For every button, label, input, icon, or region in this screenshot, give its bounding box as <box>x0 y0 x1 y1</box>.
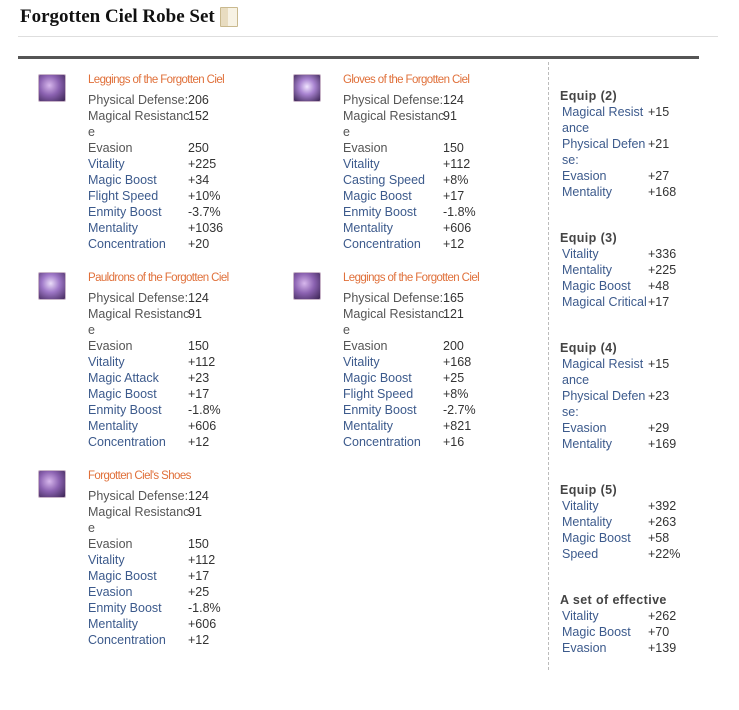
set-bonus-label: Physical Defen se: <box>562 389 646 419</box>
stat-row <box>88 322 221 338</box>
set-bonus-label: Evasion <box>562 421 607 435</box>
stat-label: Concentration <box>88 435 166 449</box>
stat-label: Concentration <box>88 237 166 251</box>
item-name-link[interactable]: Leggings of the Forgotten Ciel <box>343 272 480 284</box>
set-bonus-value: +27 <box>648 169 670 183</box>
stat-label: Flight Speed <box>343 387 414 401</box>
set-bonus-row <box>560 514 730 530</box>
stat-row <box>343 434 476 450</box>
stat-row <box>343 306 476 322</box>
stat-row <box>88 354 221 370</box>
stat-value: +606 <box>443 221 472 235</box>
set-bonus-block <box>560 482 730 562</box>
set-bonus-label: Evasion <box>562 169 607 183</box>
stat-row <box>88 402 221 418</box>
stat-value: +112 <box>188 355 216 369</box>
stat-label: Magic Boost <box>343 371 412 385</box>
stat-label: Mentality <box>88 617 139 631</box>
stat-value: +25 <box>443 371 465 385</box>
stat-row <box>343 418 476 434</box>
stat-row <box>88 632 221 648</box>
stat-label: Physical Defense: <box>343 291 444 305</box>
stat-label: Evasion <box>88 585 133 599</box>
stat-label: Vitality <box>88 355 125 369</box>
set-bonus-title: A set of effective <box>560 593 667 607</box>
set-bonus-value: +225 <box>648 263 677 277</box>
stat-row <box>88 236 223 252</box>
stat-value: +8% <box>443 387 469 401</box>
stat-row <box>88 434 221 450</box>
stat-label: e <box>343 323 350 337</box>
stat-label: Mentality <box>343 221 394 235</box>
set-bonus-label: Evasion <box>562 641 607 655</box>
set-bonus-value: +168 <box>648 185 677 199</box>
stat-value: 121 <box>443 307 464 321</box>
book-icon <box>220 7 238 27</box>
stat-value: 91 <box>188 307 202 321</box>
stat-value: -1.8% <box>443 205 476 219</box>
set-bonus-row <box>560 262 730 278</box>
content-top-rule <box>18 56 699 59</box>
stat-label: Mentality <box>88 419 139 433</box>
stat-label: Evasion <box>88 141 133 155</box>
stat-value: 152 <box>188 109 209 123</box>
stat-row <box>88 92 223 108</box>
stat-row <box>343 156 476 172</box>
stat-label: e <box>88 125 95 139</box>
set-bonus-value: +263 <box>648 515 677 529</box>
stat-value: 250 <box>188 141 209 155</box>
set-bonus-row <box>560 278 730 294</box>
stat-row <box>88 188 223 204</box>
stat-row <box>88 418 221 434</box>
stat-row <box>88 290 221 306</box>
stat-row <box>343 220 476 236</box>
item-stats <box>88 290 221 450</box>
set-bonus-value: +23 <box>648 389 670 403</box>
stat-row <box>343 354 476 370</box>
set-bonus-label: Vitality <box>562 499 599 513</box>
stat-value: +8% <box>443 173 469 187</box>
stat-row <box>343 108 476 124</box>
set-bonus-label: Mentality <box>562 263 613 277</box>
stat-value: -1.8% <box>188 601 221 615</box>
stat-label: Magical Resistanc <box>88 109 190 123</box>
stat-label: Evasion <box>88 339 133 353</box>
item-name-link[interactable]: Leggings of the Forgotten Ciel <box>88 74 225 86</box>
set-bonus-value: +17 <box>648 295 670 309</box>
pauldrons-icon <box>38 272 66 300</box>
stat-value: +17 <box>443 189 465 203</box>
stat-value: +821 <box>443 419 472 433</box>
stat-label: Enmity Boost <box>88 601 162 615</box>
stat-row <box>88 584 221 600</box>
stat-value: +16 <box>443 435 465 449</box>
set-bonus-row <box>560 388 730 420</box>
stat-row <box>343 188 476 204</box>
stat-value: -2.7% <box>443 403 476 417</box>
stat-row <box>88 338 221 354</box>
stat-label: Magical Resistanc <box>88 505 190 519</box>
stat-row <box>343 370 476 386</box>
stat-label: e <box>88 521 95 535</box>
set-bonus-title: Equip (4) <box>560 341 618 355</box>
stat-row <box>88 204 223 220</box>
set-bonus-title: Equip (2) <box>560 89 618 103</box>
stat-row <box>343 92 476 108</box>
stat-value: 206 <box>188 93 209 107</box>
set-bonus-label: Magic Boost <box>562 531 631 545</box>
leggings-icon <box>293 272 321 300</box>
stat-row <box>88 172 223 188</box>
stat-label: Enmity Boost <box>88 403 162 417</box>
set-bonus-block <box>560 592 730 656</box>
stat-value: 124 <box>188 489 209 503</box>
gloves-icon <box>293 74 321 102</box>
set-bonus-row <box>560 608 730 624</box>
stat-label: e <box>343 125 350 139</box>
stat-value: 150 <box>188 537 209 551</box>
stat-value: 91 <box>443 109 457 123</box>
stat-value: +606 <box>188 617 217 631</box>
stat-label: Vitality <box>343 157 380 171</box>
set-bonus-label: Magic Boost <box>562 279 631 293</box>
set-bonus-value: +58 <box>648 531 670 545</box>
stat-row <box>88 370 221 386</box>
set-bonus-value: +21 <box>648 137 670 151</box>
set-bonus-row <box>560 168 730 184</box>
stat-value: 200 <box>443 339 464 353</box>
leggings-icon <box>38 74 66 102</box>
stat-value: +10% <box>188 189 221 203</box>
stat-row <box>343 236 476 252</box>
stat-row <box>88 124 223 140</box>
stat-row <box>88 108 223 124</box>
item-stats <box>343 92 476 252</box>
set-bonus-value: +15 <box>648 357 670 371</box>
stat-label: Concentration <box>343 237 421 251</box>
set-bonus-label: Vitality <box>562 609 599 623</box>
stat-label: Casting Speed <box>343 173 426 187</box>
stat-row <box>343 322 476 338</box>
stat-row <box>88 616 221 632</box>
set-bonus-label: Magic Boost <box>562 625 631 639</box>
stat-row <box>88 504 221 520</box>
item-name-link[interactable]: Pauldrons of the Forgotten Ciel <box>88 272 229 284</box>
set-bonus-value: +262 <box>648 609 677 623</box>
set-bonus-label: Physical Defen se: <box>562 137 646 167</box>
stat-value: 91 <box>188 505 202 519</box>
stat-value: +25 <box>188 585 210 599</box>
stat-row <box>88 536 221 552</box>
stat-row <box>88 386 221 402</box>
stat-row <box>343 124 476 140</box>
set-bonus-row <box>560 294 730 310</box>
stat-value: +12 <box>188 633 210 647</box>
set-bonus-value: +392 <box>648 499 677 513</box>
set-bonus-row <box>560 436 730 452</box>
stat-row <box>343 386 476 402</box>
stat-label: Physical Defense: <box>88 93 189 107</box>
stat-value: +606 <box>188 419 217 433</box>
stat-label: Enmity Boost <box>343 403 417 417</box>
stat-row <box>343 140 476 156</box>
item-stats <box>88 92 223 252</box>
set-bonus-row <box>560 530 730 546</box>
stat-value: 150 <box>443 141 464 155</box>
set-bonus-value: +139 <box>648 641 677 655</box>
item-stats <box>343 290 476 450</box>
set-bonus-label: Magical Resist ance <box>562 105 644 135</box>
stat-row <box>88 568 221 584</box>
stat-label: Magic Boost <box>88 173 157 187</box>
set-bonus-row <box>560 246 730 262</box>
stat-row <box>343 204 476 220</box>
stat-label: Physical Defense: <box>343 93 444 107</box>
set-bonus-block <box>560 340 730 452</box>
stat-label: Evasion <box>343 339 388 353</box>
stat-label: Enmity Boost <box>343 205 417 219</box>
stat-label: Evasion <box>88 537 133 551</box>
stat-value: +23 <box>188 371 210 385</box>
stat-label: Magic Boost <box>88 387 157 401</box>
set-bonus-value: +29 <box>648 421 670 435</box>
stat-row <box>88 488 221 504</box>
stat-label: Magic Boost <box>343 189 412 203</box>
stat-row <box>88 156 223 172</box>
set-bonus-label: Mentality <box>562 437 613 451</box>
page-title-text: Forgotten Ciel Robe Set <box>20 6 215 27</box>
stat-label: Vitality <box>343 355 380 369</box>
stat-value: +112 <box>443 157 471 171</box>
set-bonus-row <box>560 420 730 436</box>
set-bonus-block <box>560 88 730 200</box>
set-bonus-value: +70 <box>648 625 670 639</box>
stat-value: +17 <box>188 387 210 401</box>
stat-row <box>88 306 221 322</box>
stat-value: +20 <box>188 237 210 251</box>
set-bonus-value: +169 <box>648 437 677 451</box>
set-bonus-label: Magical Resist ance <box>562 357 644 387</box>
stat-row <box>343 290 476 306</box>
stat-row <box>343 338 476 354</box>
set-bonus-label: Magical Critical <box>562 295 647 309</box>
stat-row <box>88 552 221 568</box>
stat-row <box>343 402 476 418</box>
stat-label: Magical Resistanc <box>88 307 190 321</box>
stat-value: +34 <box>188 173 210 187</box>
stat-label: Concentration <box>343 435 421 449</box>
set-bonus-row <box>560 624 730 640</box>
stat-label: Physical Defense: <box>88 489 189 503</box>
stat-label: Flight Speed <box>88 189 159 203</box>
stat-label: Mentality <box>343 419 394 433</box>
stat-value: +17 <box>188 569 210 583</box>
stat-value: +112 <box>188 553 216 567</box>
stat-label: Magic Boost <box>88 569 157 583</box>
set-bonus-label: Speed <box>562 547 599 561</box>
stat-row <box>88 140 223 156</box>
set-bonus-title: Equip (5) <box>560 483 618 497</box>
stat-value: -1.8% <box>188 403 221 417</box>
set-bonus-value: +48 <box>648 279 670 293</box>
stat-row <box>88 220 223 236</box>
item-stats <box>88 488 221 648</box>
stat-label: Magical Resistanc <box>343 307 445 321</box>
stat-label: Magical Resistanc <box>343 109 445 123</box>
set-bonus-row <box>560 546 730 562</box>
stat-value: +1036 <box>188 221 224 235</box>
title-divider <box>18 36 718 37</box>
stat-label: Mentality <box>88 221 139 235</box>
set-bonus-row <box>560 104 730 136</box>
set-bonus-label: Mentality <box>562 185 613 199</box>
stat-value: 124 <box>188 291 209 305</box>
stat-row <box>88 520 221 536</box>
stat-label: Vitality <box>88 553 125 567</box>
column-divider <box>548 62 549 670</box>
set-bonus-row <box>560 184 730 200</box>
stat-label: Concentration <box>88 633 166 647</box>
set-bonus-row <box>560 356 730 388</box>
stat-label: e <box>88 323 95 337</box>
stat-value: +12 <box>188 435 210 449</box>
stat-row <box>343 172 476 188</box>
stat-value: 124 <box>443 93 464 107</box>
stat-value: -3.7% <box>188 205 221 219</box>
stat-value: 165 <box>443 291 464 305</box>
stat-value: +168 <box>443 355 472 369</box>
stat-label: Enmity Boost <box>88 205 162 219</box>
stat-label: Magic Attack <box>88 371 159 385</box>
set-bonus-block <box>560 230 730 310</box>
set-bonus-row <box>560 640 730 656</box>
set-bonus-title: Equip (3) <box>560 231 618 245</box>
stat-label: Physical Defense: <box>88 291 189 305</box>
set-bonus-value: +22% <box>648 547 681 561</box>
set-bonus-label: Vitality <box>562 247 599 261</box>
stat-value: +12 <box>443 237 465 251</box>
page-title <box>20 6 238 28</box>
stat-label: Vitality <box>88 157 125 171</box>
set-bonus-row <box>560 498 730 514</box>
stat-value: +225 <box>188 157 217 171</box>
shoes-icon <box>38 470 66 498</box>
set-bonus-label: Mentality <box>562 515 613 529</box>
stat-value: 150 <box>188 339 209 353</box>
item-name-link[interactable]: Forgotten Ciel's Shoes <box>88 470 191 482</box>
set-bonus-value: +15 <box>648 105 670 119</box>
stat-row <box>88 600 221 616</box>
stat-label: Evasion <box>343 141 388 155</box>
set-bonus-row <box>560 136 730 168</box>
set-bonus-value: +336 <box>648 247 677 261</box>
item-name-link[interactable]: Gloves of the Forgotten Ciel <box>343 74 470 86</box>
